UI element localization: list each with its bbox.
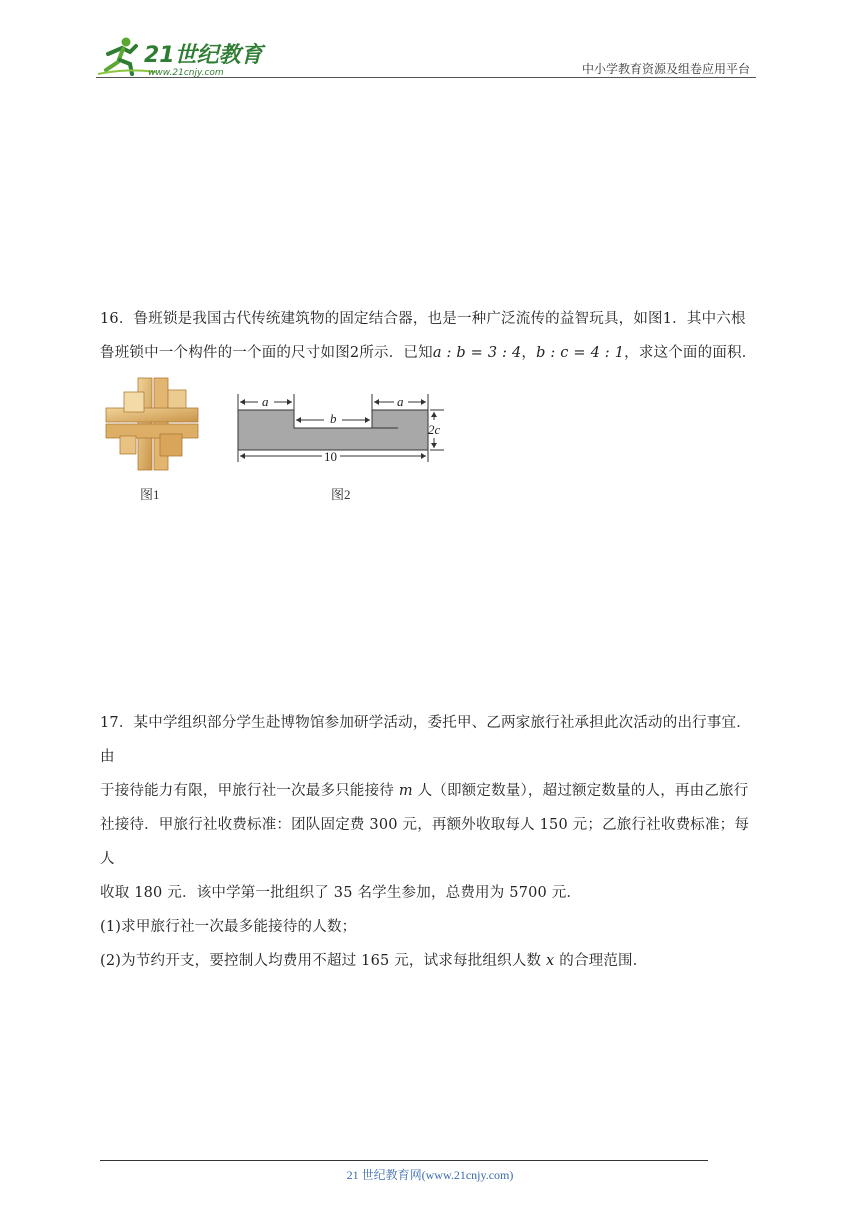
q17-line-4: 收取 180 元．该中学第一批组织了 35 名学生参加，总费用为 5700 元． — [100, 885, 582, 901]
q17-line-1: 17．某中学组织部分学生赴博物馆参加研学活动，委托甲、乙两家旅行社承担此次活动的出行事宜．由 — [100, 715, 751, 765]
label-10: 10 — [324, 449, 337, 464]
q17-part-1: (1)求甲旅行社一次最多能接待的人数； — [100, 919, 357, 935]
question-16 — [100, 302, 762, 370]
ratio-bc: b : c = 4 : 1 — [536, 345, 625, 361]
platform-title: 中小学教育资源及组卷应用平台 — [581, 62, 750, 76]
label-a-left: a — [262, 394, 269, 409]
luban-lock-image — [102, 374, 202, 474]
header-rule — [96, 77, 756, 78]
q16-line-1: 16．鲁班锁是我国古代传统建筑物的固定结合器，也是一种广泛流传的益智玩具，如图1．其中六根 — [100, 311, 746, 327]
q16-line-2: 鲁班锁中一个构件的一个面的尺寸如图2所示．已知a : b = 3 : 4，b : c = 4 : 1，求这个面的面积． — [100, 345, 757, 361]
dimension-diagram — [232, 390, 448, 466]
logo-21cnjy — [96, 34, 266, 78]
logo-url: www.21cnjy.com — [148, 68, 224, 78]
footer-rule — [100, 1160, 708, 1161]
ratio-ab: a : b = 3 : 4 — [432, 345, 522, 361]
label-a-right: a — [397, 394, 404, 409]
page-header — [96, 32, 756, 80]
q17-line-3: 社接待．甲旅行社收费标准：团队固定费 300 元，再额外收取每人 150 元；乙旅行社收费标准；每人 — [100, 817, 750, 867]
figure-2-caption: 图2 — [331, 487, 351, 502]
q17-line-2: 于接待能力有限，甲旅行社一次最多只能接待 m 人（即额定数量），超过额定数量的人，再由乙旅行 — [100, 783, 749, 799]
label-b: b — [330, 411, 337, 426]
q17-part-2: (2)为节约开支，要控制人均费用不超过 165 元，试求每批组织人数 x 的合理范围． — [100, 953, 648, 969]
footer-text[interactable]: 21 世纪教育网(www.21cnjy.com) — [346, 1168, 514, 1182]
label-2c: 2c — [428, 422, 441, 437]
var-m: m — [398, 783, 413, 799]
var-x: x — [546, 953, 555, 969]
question-17 — [100, 706, 762, 978]
figure-1-caption: 图1 — [140, 487, 160, 502]
logo-text: 21世纪教育 — [144, 43, 263, 68]
